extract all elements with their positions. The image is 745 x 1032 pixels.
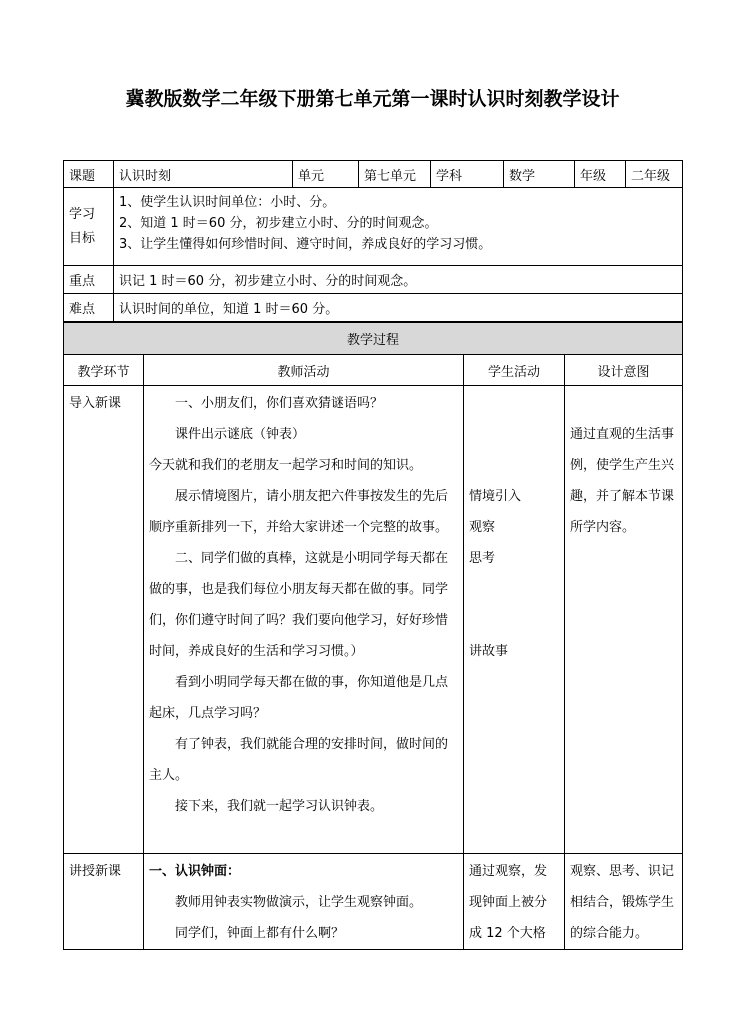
topic-label: 课题 bbox=[64, 161, 114, 188]
subject-value: 数学 bbox=[504, 161, 575, 188]
teacher-activity: 一、认识钟面： 教师用钟表实物做演示，让学生观察钟面。 同学们，钟面上都有什么啊？ bbox=[144, 854, 464, 950]
unit-label: 单元 bbox=[293, 161, 359, 188]
grade-label: 年级 bbox=[575, 161, 626, 188]
column-header: 教学环节 bbox=[64, 355, 144, 386]
difficulty-text: 认识时间的单位，知道 1 时＝60 分。 bbox=[114, 294, 683, 322]
difficulty-label: 难点 bbox=[64, 294, 114, 322]
column-header: 学生活动 bbox=[464, 355, 565, 386]
student-activity: 通过观察，发现钟面上被分成 12 个大格 bbox=[464, 854, 565, 950]
grade-value: 二年级 bbox=[626, 161, 683, 188]
table-row bbox=[64, 854, 683, 950]
column-header: 设计意图 bbox=[565, 355, 683, 386]
design-intent: 观察、思考、识记相结合，锻炼学生的综合能力。 bbox=[565, 854, 683, 950]
unit-value: 第七单元 bbox=[359, 161, 431, 188]
goals-label: 学习 目标 bbox=[64, 188, 114, 266]
teacher-activity: 一、小朋友们，你们喜欢猜谜语吗？ 课件出示谜底（钟表） 今天就和我们的老朋友一起学习和时间的知识。 展示情境图片，请小朋友把六件事按发生的先后顺序重新排列一下，并给大家讲述一个完整的故事。 二、同学们做的真棒，这就是小明同学每天都在做的事，也是我们每位小朋友每天都在做的事。同学们，你们遵守时间了吗？我们要向他学习，好好珍惜时间，养成良好的生活和学习习惯。） 看到小明同学每天都在做的事，你知道他是几点起床，几点学习吗？ 有了钟表，我们就能合理的安排时间，做时间的主人。 接下来，我们就一起学习认识钟表。 bbox=[144, 386, 464, 854]
topic-value: 认识时刻 bbox=[114, 161, 293, 188]
stage-cell: 导入新课 bbox=[64, 386, 144, 854]
goal-item: 1、使学生认识时间单位：小时、分。 bbox=[119, 195, 336, 210]
goal-item: 2、知道 1 时＝60 分，初步建立小时、分的时间观念。 bbox=[119, 216, 438, 231]
key-point-label: 重点 bbox=[64, 266, 114, 294]
design-intent: 通过直观的生活事例，使学生产生兴趣，并了解本节课所学内容。 bbox=[565, 386, 683, 854]
goals-list bbox=[114, 188, 683, 266]
info-table bbox=[63, 160, 683, 322]
student-activity: 情境引入 观察 思考 讲故事 bbox=[464, 386, 565, 854]
column-header: 教师活动 bbox=[144, 355, 464, 386]
document-title: 冀教版数学二年级下册第七单元第一课时认识时刻教学设计 bbox=[125, 88, 620, 110]
goal-item: 3、让学生懂得如何珍惜时间、遵守时间，养成良好的学习习惯。 bbox=[119, 237, 492, 252]
stage-cell: 讲授新课 bbox=[64, 854, 144, 950]
subject-label: 学科 bbox=[431, 161, 504, 188]
process-heading: 教学过程 bbox=[64, 323, 683, 355]
key-point-text: 识记 1 时＝60 分，初步建立小时、分的时间观念。 bbox=[114, 266, 683, 294]
process-table bbox=[63, 322, 683, 950]
table-row bbox=[64, 386, 683, 854]
